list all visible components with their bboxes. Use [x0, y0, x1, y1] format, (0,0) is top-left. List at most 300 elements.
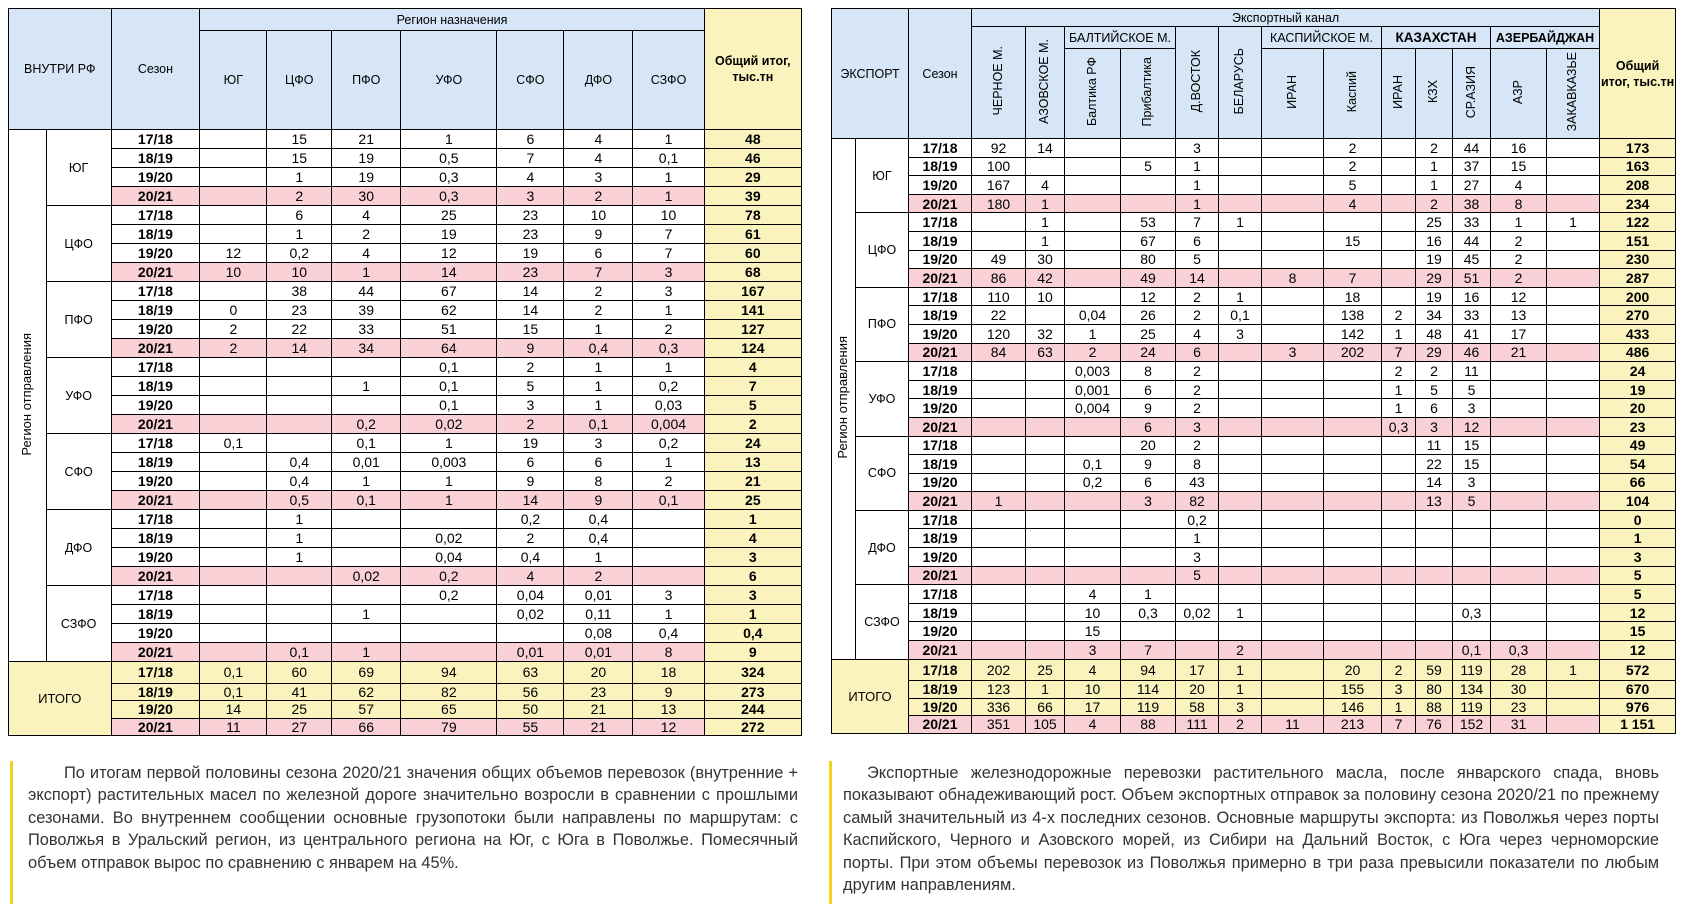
row-total-cell: 48: [704, 130, 801, 149]
value-cell: 0,01: [564, 586, 633, 605]
value-cell: 0,2: [497, 510, 564, 529]
season-cell: 17/18: [111, 434, 200, 453]
value-cell: 29: [1416, 343, 1453, 362]
value-cell: 0,3: [1121, 603, 1176, 622]
export-region-name: ЮГ: [856, 139, 909, 213]
row-total-cell: 127: [704, 320, 801, 339]
value-cell: [200, 472, 267, 491]
value-cell: 24: [1121, 343, 1176, 362]
value-cell: 0,001: [1065, 380, 1121, 399]
value-cell: 27: [1453, 176, 1491, 195]
value-cell: 38: [267, 282, 332, 301]
value-cell: [200, 624, 267, 643]
value-cell: 5: [1176, 250, 1219, 269]
value-cell: [200, 548, 267, 567]
value-cell: [1547, 399, 1600, 418]
value-cell: 3: [564, 434, 633, 453]
value-cell: 123: [972, 681, 1026, 699]
export-region-name: СФО: [856, 436, 909, 510]
value-cell: 0,3: [401, 187, 497, 206]
table-row: [9, 301, 802, 320]
value-cell: [1026, 492, 1065, 511]
export-group-caspian: КАСПИЙСКОЕ М.: [1262, 27, 1382, 49]
value-cell: [1121, 548, 1176, 567]
value-cell: 88: [1121, 716, 1176, 734]
table-row: [9, 149, 802, 168]
value-cell: 34: [1416, 306, 1453, 325]
table-row: [9, 548, 802, 567]
value-cell: [1547, 362, 1600, 381]
table-row: [9, 491, 802, 510]
value-cell: 84: [972, 343, 1026, 362]
value-cell: [200, 225, 267, 244]
row-total-cell: 3: [704, 586, 801, 605]
value-cell: [401, 624, 497, 643]
value-cell: [1219, 548, 1262, 567]
value-cell: 0,02: [401, 529, 497, 548]
value-cell: 1: [1219, 603, 1262, 622]
value-cell: 138: [1324, 306, 1382, 325]
row-total-cell: 1: [1600, 529, 1676, 548]
value-cell: 119: [1453, 698, 1491, 716]
value-cell: 1: [1416, 157, 1453, 176]
value-cell: [332, 586, 401, 605]
season-cell: 19/20: [909, 250, 972, 269]
value-cell: 1: [332, 263, 401, 282]
table-row: [9, 434, 802, 453]
value-cell: [1324, 473, 1382, 492]
value-cell: 8: [1176, 455, 1219, 474]
value-cell: 13: [633, 701, 704, 719]
value-cell: 4: [564, 130, 633, 149]
value-cell: [1219, 566, 1262, 585]
row-total-cell: 13: [704, 453, 801, 472]
value-cell: [1324, 436, 1382, 455]
value-cell: [1026, 417, 1065, 436]
value-cell: [1262, 417, 1324, 436]
value-cell: 15: [1324, 231, 1382, 250]
export-col-dvostok: Д.ВОСТОК: [1176, 27, 1219, 139]
value-cell: 14: [1416, 473, 1453, 492]
value-cell: 10: [633, 206, 704, 225]
value-cell: 0,1: [200, 434, 267, 453]
value-cell: 3: [1121, 492, 1176, 511]
season-cell: 17/18: [909, 585, 972, 604]
value-cell: [1262, 399, 1324, 418]
value-cell: 1: [332, 643, 401, 662]
value-cell: [1547, 548, 1600, 567]
value-cell: 9: [497, 339, 564, 358]
value-cell: [1547, 436, 1600, 455]
value-cell: 10: [200, 263, 267, 282]
value-cell: 57: [332, 701, 401, 719]
value-cell: [1219, 436, 1262, 455]
value-cell: 3: [1176, 139, 1219, 158]
value-cell: 2: [1176, 399, 1219, 418]
value-cell: [1219, 269, 1262, 288]
table-row: [9, 187, 802, 206]
value-cell: [1219, 492, 1262, 511]
value-cell: 12: [200, 244, 267, 263]
value-cell: 38: [1453, 194, 1491, 213]
value-cell: 15: [1453, 436, 1491, 455]
value-cell: [1547, 417, 1600, 436]
table-row: [832, 287, 1676, 306]
value-cell: 0,1: [401, 396, 497, 415]
export-region-name: ЦФО: [856, 213, 909, 287]
value-cell: 49: [1121, 269, 1176, 288]
value-cell: 2: [1382, 659, 1416, 681]
value-cell: [1491, 417, 1547, 436]
season-cell: 19/20: [909, 622, 972, 641]
value-cell: [200, 605, 267, 624]
value-cell: 0,1: [332, 491, 401, 510]
value-cell: 86: [972, 269, 1026, 288]
value-cell: 17: [1491, 324, 1547, 343]
value-cell: 82: [401, 683, 497, 701]
value-cell: 25: [1416, 213, 1453, 232]
row-total-cell: 122: [1600, 213, 1676, 232]
domestic-col-header: ПФО: [332, 31, 401, 130]
row-total-cell: 287: [1600, 269, 1676, 288]
value-cell: [200, 187, 267, 206]
value-cell: 63: [1026, 343, 1065, 362]
value-cell: 33: [1453, 213, 1491, 232]
value-cell: [1324, 455, 1382, 474]
value-cell: [972, 436, 1026, 455]
value-cell: 46: [1453, 343, 1491, 362]
value-cell: [1262, 548, 1324, 567]
value-cell: [1262, 139, 1324, 158]
row-total-cell: 60: [704, 244, 801, 263]
value-cell: 146: [1324, 698, 1382, 716]
value-cell: 2: [633, 472, 704, 491]
value-cell: 1: [633, 130, 704, 149]
value-cell: [1176, 622, 1219, 641]
value-cell: 7: [1324, 269, 1382, 288]
value-cell: 20: [1121, 436, 1176, 455]
table-row: [832, 473, 1676, 492]
value-cell: 3: [564, 168, 633, 187]
value-cell: [332, 396, 401, 415]
value-cell: [1491, 622, 1547, 641]
value-cell: 5: [1416, 380, 1453, 399]
value-cell: 11: [200, 718, 267, 736]
season-cell: 18/19: [111, 605, 200, 624]
value-cell: 37: [1453, 157, 1491, 176]
value-cell: [1324, 622, 1382, 641]
value-cell: 9: [564, 491, 633, 510]
row-total-cell: 7: [704, 377, 801, 396]
value-cell: 0,2: [332, 415, 401, 434]
value-cell: 2: [1176, 436, 1219, 455]
value-cell: [972, 566, 1026, 585]
value-cell: [200, 643, 267, 662]
table-row: [832, 176, 1676, 195]
value-cell: 134: [1453, 681, 1491, 699]
value-cell: 16: [1453, 287, 1491, 306]
value-cell: 2: [1219, 641, 1262, 660]
value-cell: 2: [1382, 306, 1416, 325]
value-cell: 16: [1416, 231, 1453, 250]
value-cell: 51: [401, 320, 497, 339]
value-cell: 2: [564, 567, 633, 586]
value-cell: 0,4: [564, 529, 633, 548]
value-cell: [1065, 566, 1121, 585]
season-cell: 18/19: [111, 529, 200, 548]
value-cell: 5: [1324, 176, 1382, 195]
row-total-cell: 5: [704, 396, 801, 415]
row-total-cell: 0,4: [704, 624, 801, 643]
value-cell: 44: [1453, 139, 1491, 158]
value-cell: 0,3: [1491, 641, 1547, 660]
value-cell: [1453, 548, 1491, 567]
value-cell: [1065, 176, 1121, 195]
value-cell: [1491, 380, 1547, 399]
grand-total-cell: 272: [704, 718, 801, 736]
domestic-col-header: СФО: [497, 31, 564, 130]
value-cell: [1382, 585, 1416, 604]
value-cell: [200, 358, 267, 377]
value-cell: 1: [332, 605, 401, 624]
value-cell: [1026, 380, 1065, 399]
value-cell: 1: [1219, 213, 1262, 232]
value-cell: [1324, 529, 1382, 548]
value-cell: 11: [1453, 362, 1491, 381]
table-row: [9, 168, 802, 187]
value-cell: [1219, 473, 1262, 492]
value-cell: [972, 473, 1026, 492]
value-cell: 19: [332, 149, 401, 168]
value-cell: [1324, 548, 1382, 567]
value-cell: [1262, 380, 1324, 399]
row-total-cell: 15: [1600, 622, 1676, 641]
value-cell: [1219, 176, 1262, 195]
export-season-header: Сезон: [909, 9, 972, 139]
value-cell: [1324, 417, 1382, 436]
value-cell: [972, 510, 1026, 529]
value-cell: 202: [972, 659, 1026, 681]
export-group-baltic: БАЛТИЙСКОЕ М.: [1065, 27, 1176, 49]
table-row: [9, 605, 802, 624]
export-group-kz: КАЗАХСТАН: [1382, 27, 1491, 49]
season-cell: 18/19: [909, 157, 972, 176]
value-cell: 5: [1453, 492, 1491, 511]
value-cell: 76: [1416, 716, 1453, 734]
value-cell: 15: [267, 130, 332, 149]
value-cell: [200, 529, 267, 548]
export-col-belarus: БЕЛАРУСЬ: [1219, 27, 1262, 139]
value-cell: 33: [332, 320, 401, 339]
value-cell: 7: [564, 263, 633, 282]
value-cell: 7: [633, 225, 704, 244]
value-cell: [1026, 603, 1065, 622]
value-cell: [1262, 566, 1324, 585]
value-cell: 2: [1324, 157, 1382, 176]
value-cell: 8: [633, 643, 704, 662]
value-cell: [1547, 585, 1600, 604]
season-cell: 19/20: [111, 396, 200, 415]
value-cell: [1547, 250, 1600, 269]
value-cell: 4: [1065, 585, 1121, 604]
value-cell: 142: [1324, 324, 1382, 343]
value-cell: [1547, 343, 1600, 362]
value-cell: [633, 529, 704, 548]
value-cell: 19: [1416, 250, 1453, 269]
domestic-side-label-text: Регион отправления: [19, 332, 35, 456]
value-cell: [1026, 566, 1065, 585]
value-cell: 14: [267, 339, 332, 358]
season-cell: 20/21: [909, 194, 972, 213]
value-cell: [1219, 529, 1262, 548]
value-cell: [1324, 566, 1382, 585]
value-cell: 1: [1026, 231, 1065, 250]
value-cell: 0,1: [401, 377, 497, 396]
export-col-azr: АЗР: [1491, 49, 1547, 139]
value-cell: [1065, 250, 1121, 269]
value-cell: 1: [332, 472, 401, 491]
value-cell: 1: [267, 225, 332, 244]
value-cell: 62: [332, 683, 401, 701]
grand-total-cell: 572: [1600, 659, 1676, 681]
totals-row: [9, 683, 802, 701]
value-cell: 94: [401, 662, 497, 684]
value-cell: 1: [332, 377, 401, 396]
domestic-body: [9, 130, 802, 736]
value-cell: 0,4: [497, 548, 564, 567]
value-cell: [1026, 362, 1065, 381]
value-cell: [1453, 510, 1491, 529]
value-cell: 0: [200, 301, 267, 320]
value-cell: [1026, 529, 1065, 548]
table-row: [9, 339, 802, 358]
value-cell: 4: [497, 567, 564, 586]
value-cell: [1547, 510, 1600, 529]
value-cell: 1: [1121, 585, 1176, 604]
value-cell: 1: [267, 529, 332, 548]
value-cell: [1176, 641, 1219, 660]
value-cell: 1: [564, 320, 633, 339]
value-cell: 34: [332, 339, 401, 358]
value-cell: [1262, 194, 1324, 213]
value-cell: 8: [564, 472, 633, 491]
grand-total-cell: 670: [1600, 681, 1676, 699]
value-cell: 33: [1453, 306, 1491, 325]
value-cell: [1026, 622, 1065, 641]
value-cell: [1382, 641, 1416, 660]
season-cell: 19/20: [909, 399, 972, 418]
value-cell: 2: [633, 320, 704, 339]
export-col-chernoe: ЧЕРНОЕ М.: [972, 27, 1026, 139]
value-cell: [1262, 436, 1324, 455]
value-cell: 10: [1065, 603, 1121, 622]
table-row: [9, 282, 802, 301]
value-cell: 0,3: [401, 168, 497, 187]
value-cell: [1026, 436, 1065, 455]
value-cell: 0,1: [1219, 306, 1262, 325]
value-cell: 3: [1176, 548, 1219, 567]
value-cell: [1324, 492, 1382, 511]
value-cell: [1065, 157, 1121, 176]
value-cell: 25: [1121, 324, 1176, 343]
season-cell: 19/20: [111, 168, 200, 187]
value-cell: 0,004: [1065, 399, 1121, 418]
value-cell: [1262, 681, 1324, 699]
value-cell: 1: [1416, 176, 1453, 195]
value-cell: [1382, 194, 1416, 213]
value-cell: 32: [1026, 324, 1065, 343]
value-cell: [1453, 529, 1491, 548]
value-cell: 0,02: [497, 605, 564, 624]
value-cell: [1026, 510, 1065, 529]
table-row: [832, 585, 1676, 604]
table-row: [832, 399, 1676, 418]
export-group-header: Экспортный канал: [972, 9, 1600, 27]
value-cell: 0,2: [633, 377, 704, 396]
season-cell: 20/21: [909, 641, 972, 660]
value-cell: [1219, 417, 1262, 436]
value-cell: 180: [972, 194, 1026, 213]
row-total-cell: 1: [704, 605, 801, 624]
value-cell: [1382, 250, 1416, 269]
value-cell: [972, 231, 1026, 250]
season-cell: 20/21: [111, 263, 200, 282]
value-cell: [1547, 603, 1600, 622]
value-cell: [1262, 641, 1324, 660]
season-cell: 20/21: [909, 566, 972, 585]
value-cell: [1382, 529, 1416, 548]
value-cell: 0,4: [564, 339, 633, 358]
value-cell: 111: [1176, 716, 1219, 734]
totals-row: [832, 659, 1676, 681]
table-row: [832, 213, 1676, 232]
value-cell: 21: [332, 130, 401, 149]
value-cell: [1219, 399, 1262, 418]
value-cell: 0,02: [1176, 603, 1219, 622]
value-cell: [1324, 380, 1382, 399]
value-cell: 2: [332, 225, 401, 244]
right-commentary: Экспортные железнодорожные перевозки растительного масла, после январского спада, вновь показывают обнадеживающий рост. Объем экспортных отправок за половину сезона 2020/21 по прежнему самый значительный из 4-х последних сезонов. Основные маршруты экспорта: из Поволжья через порты Каспийского, Черного и Азовского морей, из Сибири на Дальний Восток, с Юга через черноморские порты. При этом объемы перевозок из Поволжья примерно в три раза превысили показатели по любым другим направлениям.: [843, 764, 1659, 895]
value-cell: 1: [1026, 194, 1065, 213]
export-col-zakavk: ЗАКАВКАЗЬЕ: [1547, 49, 1600, 139]
table-row: [9, 206, 802, 225]
row-total-cell: 39: [704, 187, 801, 206]
value-cell: 4: [564, 149, 633, 168]
value-cell: 19: [332, 168, 401, 187]
value-cell: 3: [497, 396, 564, 415]
season-cell: 19/20: [909, 698, 972, 716]
value-cell: 0,3: [1382, 417, 1416, 436]
value-cell: 2: [1219, 716, 1262, 734]
value-cell: 1: [401, 491, 497, 510]
value-cell: 14: [497, 301, 564, 320]
value-cell: 2: [1491, 250, 1547, 269]
value-cell: 2: [1416, 362, 1453, 381]
value-cell: 13: [1491, 306, 1547, 325]
row-total-cell: 151: [1600, 231, 1676, 250]
row-total-cell: 19: [1600, 380, 1676, 399]
value-cell: [1382, 231, 1416, 250]
domestic-col-header: ЮГ: [200, 31, 267, 130]
table-row: [832, 417, 1676, 436]
value-cell: [1219, 585, 1262, 604]
value-cell: [267, 567, 332, 586]
value-cell: 20: [1176, 681, 1219, 699]
value-cell: [1262, 213, 1324, 232]
value-cell: 17: [1176, 659, 1219, 681]
value-cell: 67: [401, 282, 497, 301]
value-cell: [1026, 399, 1065, 418]
